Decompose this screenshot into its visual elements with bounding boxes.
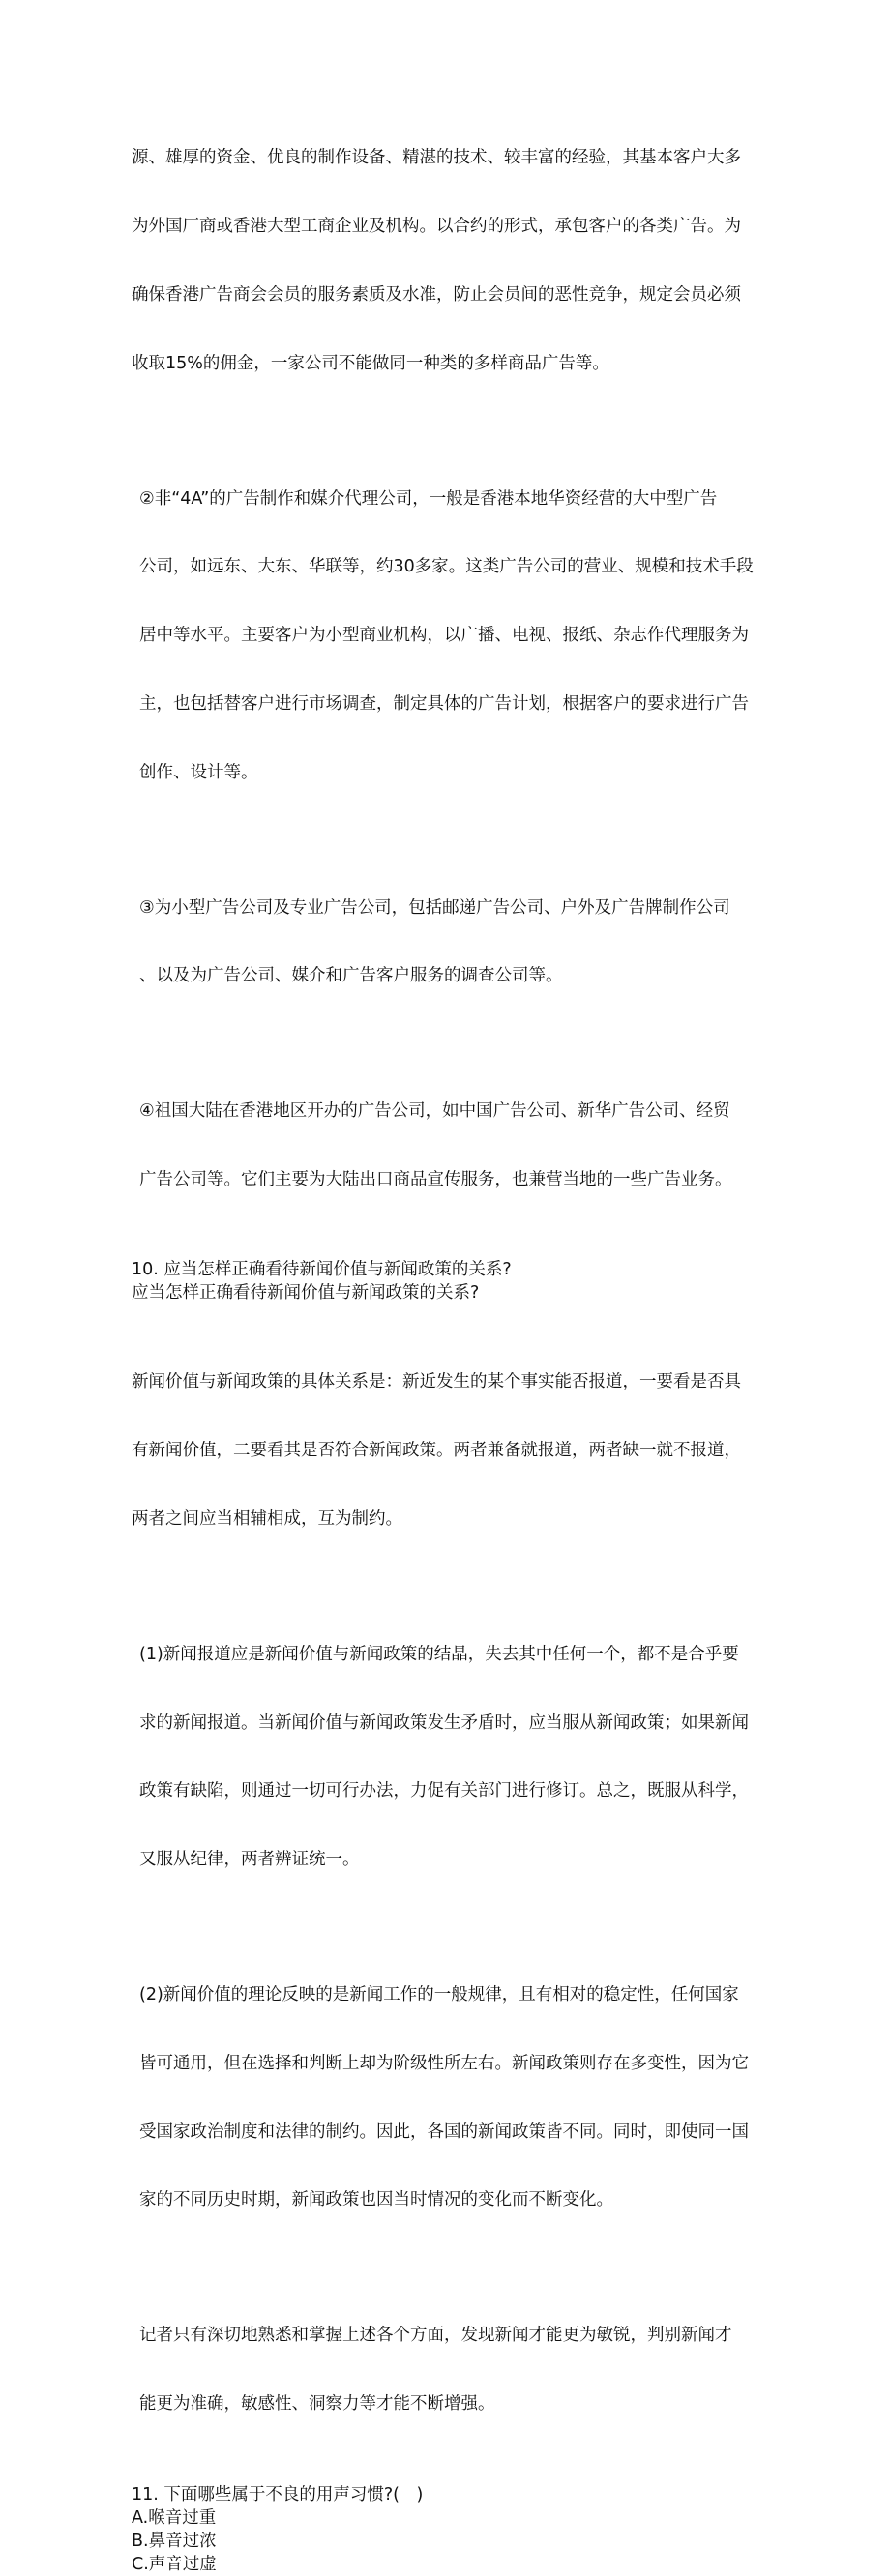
text-line: 确保香港广告商会会员的服务素质及水准，防止会员间的恶性竞争，规定会员必须 bbox=[132, 284, 741, 305]
text-line: 又服从纪律，两者辨证统一。 bbox=[139, 1850, 360, 1870]
answer-conclusion bbox=[132, 2279, 770, 2462]
option-c: C.声音过虚 bbox=[132, 2555, 217, 2574]
answer-intro bbox=[132, 1326, 770, 1577]
text-line: 主，也包括替客户进行市场调查，制定具体的广告计划，根据客户的要求进行广告 bbox=[139, 693, 749, 714]
question-title: 11. 下面哪些属于不良的用声习惯?( ) bbox=[132, 2485, 424, 2504]
question-11 bbox=[132, 2483, 770, 2576]
text-line: 求的新闻报道。当新闻价值与新闻政策发生矛盾时，应当服从新闻政策；如果新闻 bbox=[139, 1712, 749, 1733]
text-line: (1)新闻报道应是新闻价值与新闻政策的结晶，失去其中任何一个，都不是合乎要 bbox=[139, 1644, 739, 1664]
text-line: 创作、设计等。 bbox=[139, 762, 258, 782]
text-line: ④祖国大陆在香港地区开办的广告公司，如中国广告公司、新华广告公司、经贸 bbox=[139, 1101, 730, 1122]
answer-point-1 bbox=[132, 1598, 770, 1917]
text-line: 皆可通用，但在选择和判断上却为阶级性所左右。新闻政策则存在多变性，因为它 bbox=[139, 2053, 749, 2073]
text-line: 广告公司等。它们主要为大陆出口商品宣传服务，也兼营当地的一些广告业务。 bbox=[139, 1170, 732, 1190]
text-line: 两者之间应当相辅相成，互为制约。 bbox=[132, 1508, 402, 1529]
question-title: 10. 应当怎样正确看待新闻价值与新闻政策的关系? bbox=[132, 1259, 512, 1279]
paragraph-4a-companies bbox=[132, 102, 770, 421]
text-line: 居中等水平。主要客户为小型商业机构，以广播、电视、报纸、杂志作代理服务为 bbox=[139, 626, 749, 646]
paragraph-mainland-agencies bbox=[132, 1055, 770, 1238]
text-line: 收取15%的佣金，一家公司不能做同一种类的多样商品广告等。 bbox=[132, 353, 609, 373]
text-line: 新闻价值与新闻政策的具体关系是：新近发生的某个事实能否报道，一要看是否具 bbox=[132, 1372, 741, 1392]
text-line: ③为小型广告公司及专业广告公司，包括邮递广告公司、户外及广告牌制作公司 bbox=[139, 897, 730, 918]
text-line: 记者只有深切地熟悉和掌握上述各个方面，发现新闻才能更为敏锐，判别新闻才 bbox=[139, 2326, 732, 2346]
text-line: 公司，如远东、大东、华联等，约30多家。这类广告公司的营业、规模和技术手段 bbox=[139, 557, 754, 577]
option-a: A.喉音过重 bbox=[132, 2508, 217, 2528]
answer-point-2 bbox=[132, 1939, 770, 2258]
text-line: 有新闻价值，二要看其是否符合新闻政策。两者兼备就报道，两者缺一就不报道， bbox=[132, 1441, 741, 1461]
option-b: B.鼻音过浓 bbox=[132, 2532, 217, 2551]
text-line: 、以及为广告公司、媒介和广告客户服务的调查公司等。 bbox=[139, 966, 563, 986]
document-page bbox=[132, 102, 770, 2576]
text-line: ②非“4A”的广告制作和媒介代理公司，一般是香港本地华资经营的大中型广告 bbox=[139, 488, 718, 509]
text-line: 能更为准确，敏感性、洞察力等才能不断增强。 bbox=[139, 2394, 495, 2415]
paragraph-small-agencies bbox=[132, 851, 770, 1034]
text-line: 受国家政治制度和法律的制约。因此，各国的新闻政策皆不同。同时，即使同一国 bbox=[139, 2122, 749, 2142]
text-line: 源、雄厚的资金、优良的制作设备、精湛的技术、较丰富的经验，其基本客户大多 bbox=[132, 148, 741, 168]
text-line: 政策有缺陷，则通过一切可行办法，力促有关部门进行修订。总之，既服从科学， bbox=[139, 1781, 749, 1801]
question-restated: 应当怎样正确看待新闻价值与新闻政策的关系? bbox=[132, 1282, 480, 1303]
text-line: (2)新闻价值的理论反映的是新闻工作的一般规律，且有相对的稳定性，任何国家 bbox=[139, 1985, 739, 2005]
question-10 bbox=[132, 1259, 770, 1304]
paragraph-non-4a bbox=[132, 442, 770, 830]
text-line: 家的不同历史时期，新闻政策也因当时情况的变化而不断变化。 bbox=[139, 2190, 613, 2210]
text-line: 为外国厂商或香港大型工商企业及机构。以合约的形式，承包客户的各类广告。为 bbox=[132, 216, 741, 236]
